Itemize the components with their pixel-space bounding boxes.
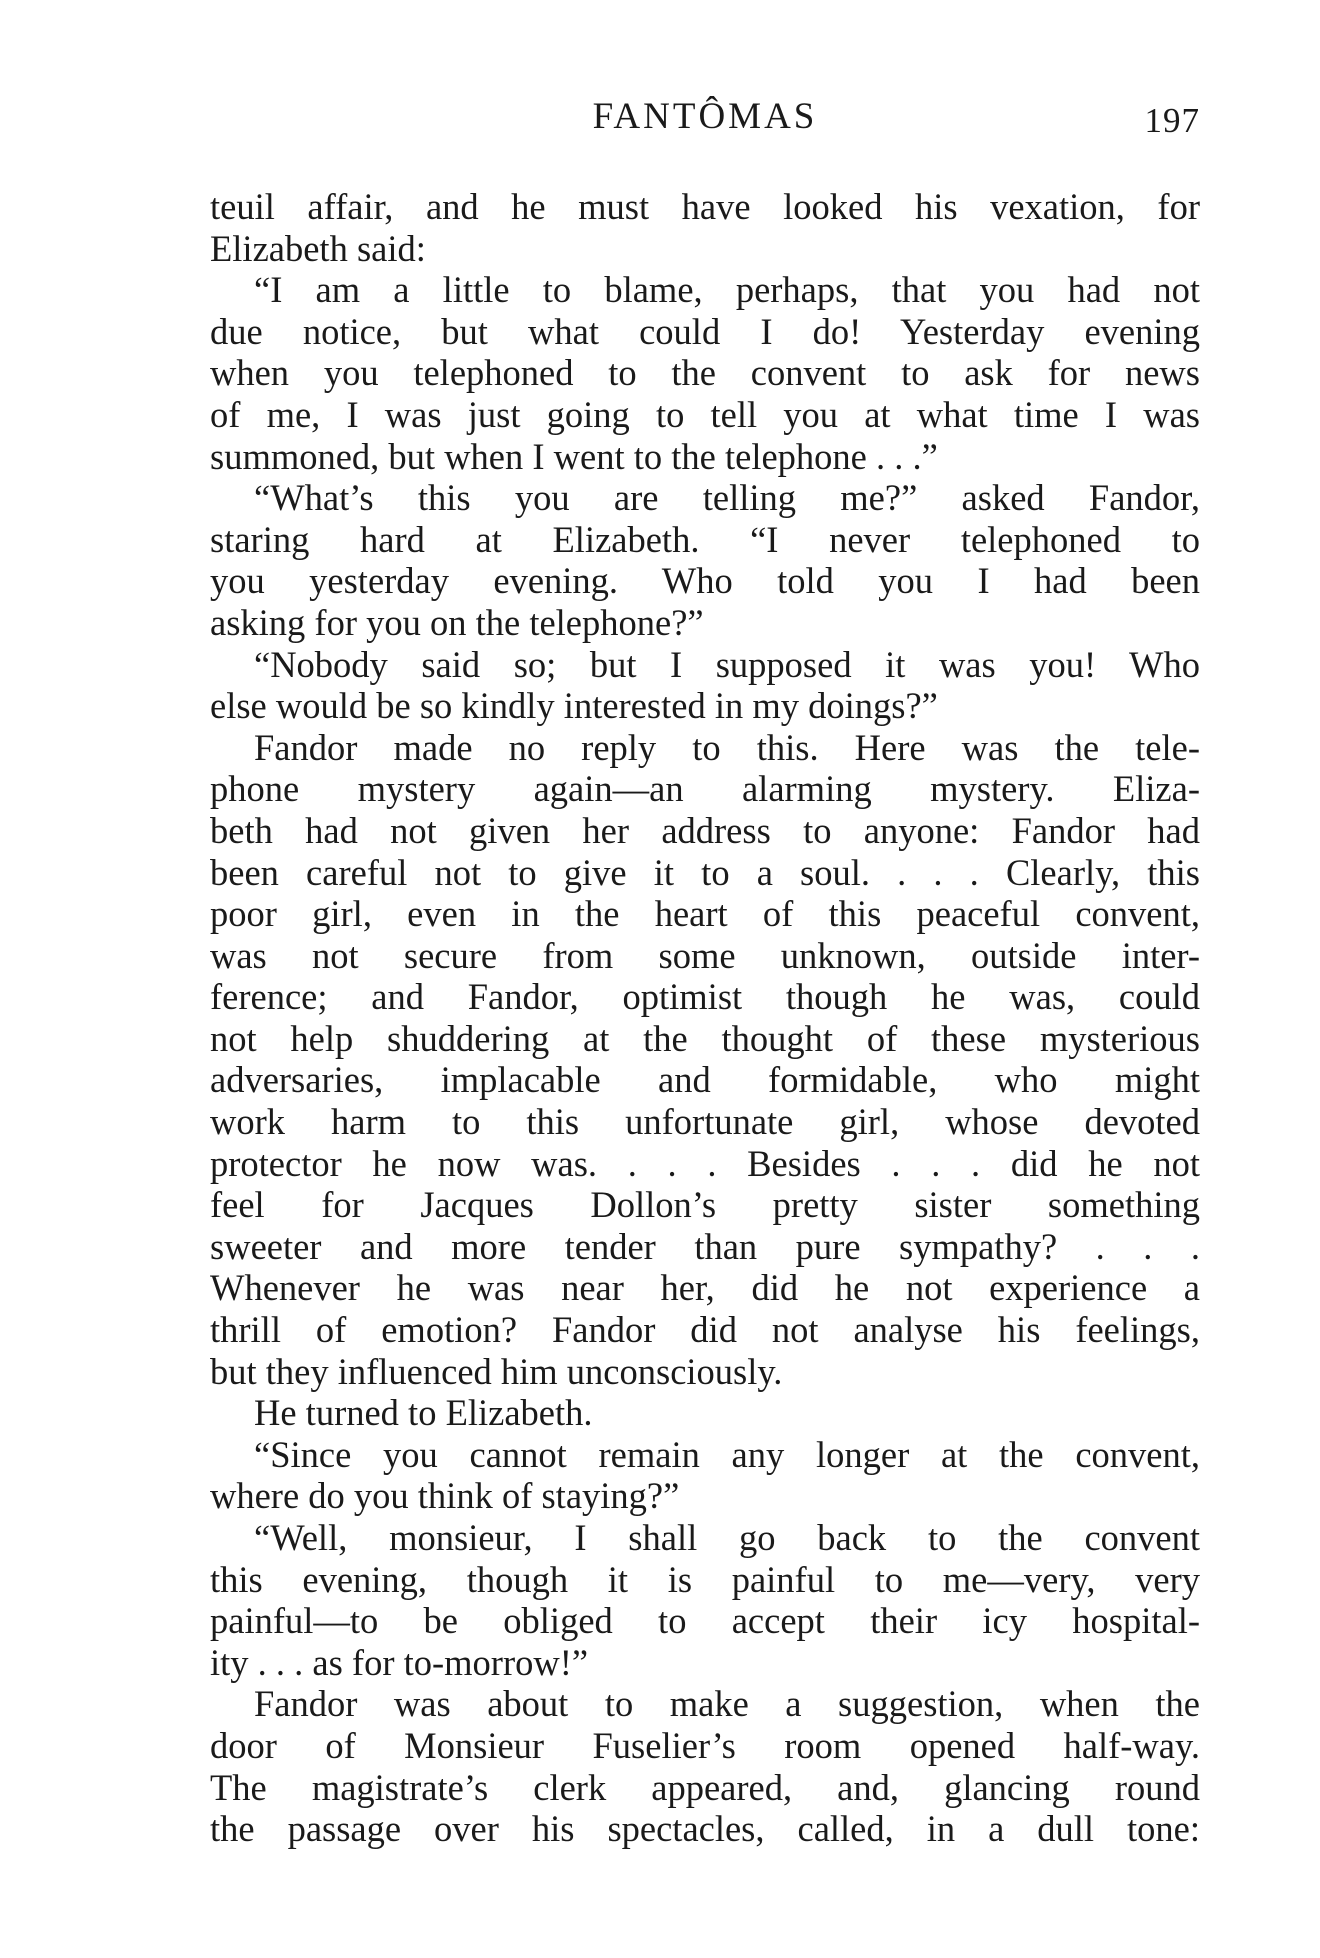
page-number: 197: [1144, 101, 1200, 140]
text-line: the passage over his spectacles, called, in a dull tone:: [210, 1808, 1200, 1850]
text-line: “Nobody said so; but I supposed it was you! Who: [254, 643, 1200, 685]
text-line: work harm to this unfortunate girl, whose devoted: [210, 1101, 1200, 1143]
text-line: thrill of emotion? Fandor did not analyse his feelings,: [210, 1309, 1200, 1351]
text-line: you yesterday evening. Who told you I had been: [210, 560, 1200, 602]
text-line: asking for you on the telephone?”: [210, 601, 704, 643]
text-line: “Well, monsieur, I shall go back to the convent: [254, 1517, 1200, 1558]
text-line: where do you think of staying?”: [210, 1475, 680, 1517]
text-line: “Since you cannot remain any longer at the convent,: [254, 1433, 1200, 1475]
text-line: ity . . . as for to-morrow!”: [210, 1641, 589, 1683]
text-line: sweeter and more tender than pure sympathy? . . .: [210, 1225, 1200, 1267]
text-line: painful—to be obliged to accept their icy hospital-: [210, 1600, 1200, 1642]
text-line: Whenever he was near her, did he not experience a: [210, 1267, 1200, 1309]
text-line: feel for Jacques Dollon’s pretty sister something: [210, 1184, 1200, 1226]
text-line: summoned, but when I went to the telephone . . .”: [210, 435, 938, 477]
text-line: “I am a little to blame, perhaps, that you had not: [254, 269, 1200, 311]
running-title: FANTÔMAS: [592, 96, 818, 137]
text-line: staring hard at Elizabeth. “I never telephoned to: [210, 518, 1200, 560]
text-line: The magistrate’s clerk appeared, and, glancing round: [210, 1766, 1200, 1808]
text-line: this evening, though it is painful to me—very, very: [210, 1558, 1200, 1600]
text-line: ference; and Fandor, optimist though he was, could: [210, 976, 1200, 1018]
text-line: when you telephoned to the convent to ask for news: [210, 352, 1200, 394]
text-line: door of Monsieur Fuselier’s room opened half-way.: [210, 1724, 1200, 1766]
body-text: [210, 186, 1200, 1850]
text-line: “What’s this you are telling me?” asked Fandor,: [254, 477, 1200, 519]
text-line: Fandor made no reply to this. Here was the tele-: [254, 726, 1200, 768]
text-line: Fandor was about to make a suggestion, when the: [254, 1683, 1200, 1725]
text-line: adversaries, implacable and formidable, who might: [210, 1059, 1200, 1101]
text-line: of me, I was just going to tell you at what time I was: [210, 393, 1200, 435]
text-line: poor girl, even in the heart of this peaceful convent,: [210, 893, 1200, 935]
text-line: not help shuddering at the thought of these mysterious: [210, 1017, 1200, 1059]
text-line: He turned to Elizabeth.: [254, 1392, 593, 1434]
running-head: [210, 92, 1200, 142]
text-line: due notice, but what could I do! Yesterday evening: [210, 310, 1200, 352]
text-line: was not secure from some unknown, outside inter-: [210, 934, 1200, 976]
text-line: been careful not to give it to a soul. . . . Clearly, this: [210, 851, 1200, 893]
text-line: protector he now was. . . . Besides . . . did he not: [210, 1142, 1200, 1184]
text-line: else would be so kindly interested in my doings?”: [210, 685, 938, 727]
text-line: Elizabeth said:: [210, 227, 426, 269]
text-line: phone mystery again—an alarming mystery. Eliza-: [210, 768, 1200, 810]
text-line: teuil affair, and he must have looked his vexation, for: [210, 186, 1200, 227]
text-line: beth had not given her address to anyone: Fandor had: [210, 809, 1200, 851]
text-line: but they influenced him unconsciously.: [210, 1350, 783, 1392]
